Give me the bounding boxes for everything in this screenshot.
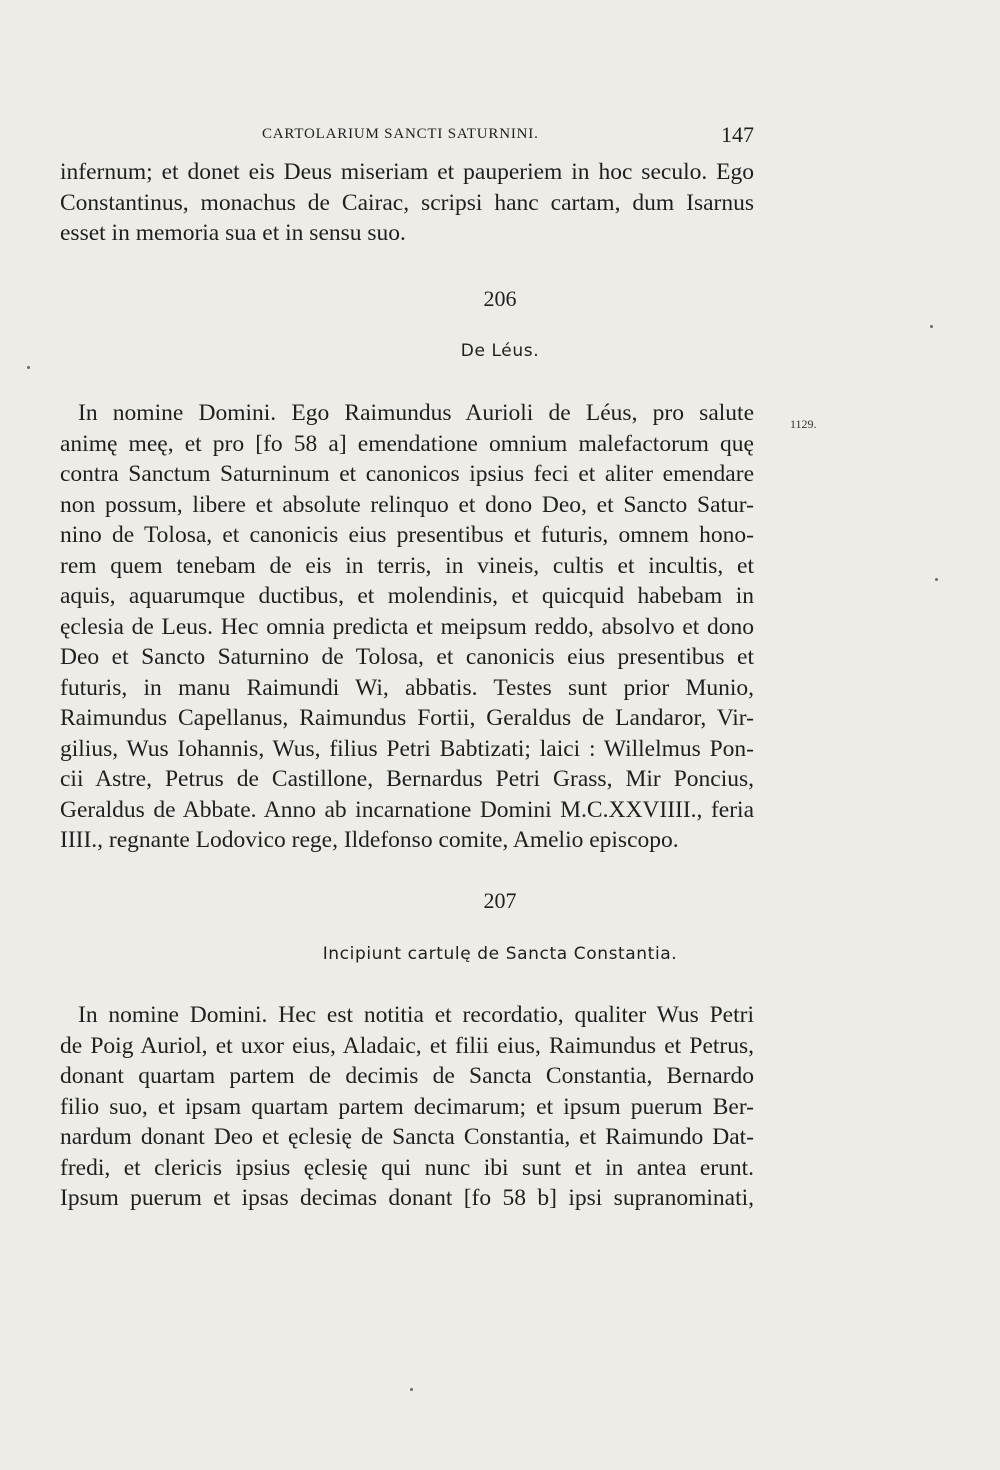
charter-title-207: Incipiunt cartulę de Sancta Constantia.	[322, 944, 678, 964]
charter-number-207: 207	[483, 888, 517, 913]
text-line: esset in memoria sua et in sensu suo.	[60, 220, 406, 246]
page-number: 147	[721, 122, 754, 147]
text-line: de Poig Auriol, et uxor eius, Aladaic, et filii eius, Raimundus et Petrus,	[60, 1032, 754, 1059]
text-line: nardum donant Deo et ęclesię de Sancta Constantia, et Raimundo Dat-	[60, 1124, 754, 1150]
text-line: aquis, aquarumque ductibus, et molendinis, et quicquid habebam in	[60, 583, 754, 609]
text-line: cii Astre, Petrus de Castillone, Bernardus Petri Grass, Mir Poncius,	[60, 766, 754, 792]
text-line: contra Sanctum Saturninum et canonicos ipsius feci et aliter emendare	[60, 461, 754, 487]
text-line: futuris, in manu Raimundi Wi, abbatis. Testes sunt prior Munio,	[60, 674, 754, 701]
text-line: In nomine Domini. Hec est notitia et recordatio, qualiter Wus Petri	[78, 1002, 754, 1028]
text-line: Constantinus, monachus de Cairac, scripsi hanc cartam, dum Isarnus	[60, 189, 754, 216]
text-line: donant quartam partem de decimis de Sancta Constantia, Bernardo	[60, 1063, 754, 1089]
text-line: non possum, libere et absolute relinquo et dono Deo, et Sancto Satur-	[60, 491, 754, 518]
text-line: gilius, Wus Iohannis, Wus, filius Petri Babtizati; laici : Willelmus Pon-	[60, 735, 754, 762]
text-line: ęclesia de Leus. Hec omnia predicta et meipsum reddo, absolvo et dono	[60, 613, 754, 640]
print-speck	[410, 1388, 413, 1391]
text-line: Raimundus Capellanus, Raimundus Fortii, Geraldus de Landaror, Vir-	[60, 705, 754, 731]
margin-date: 1129.	[790, 417, 817, 431]
charter-207-text	[60, 1000, 754, 1214]
text-line: In nomine Domini. Ego Raimundus Aurioli de Léus, pro salute	[78, 400, 754, 426]
text-line: infernum; et donet eis Deus miseriam et pauperiem in hoc seculo. Ego	[60, 159, 754, 185]
text-line: Deo et Sancto Saturnino de Tolosa, et canonicis eius presentibus et	[60, 644, 754, 670]
charter-title-206: De Léus.	[460, 341, 540, 361]
print-speck	[27, 366, 30, 369]
print-speck	[930, 325, 933, 328]
charter-206-text	[60, 398, 754, 856]
text-line: nino de Tolosa, et canonicis eius presentibus et futuris, omnem hono-	[60, 522, 754, 548]
text-line: Ipsum puerum et ipsas decimas donant [fo 58 b] ipsi supranominati,	[60, 1185, 754, 1211]
text-line: animę meę, et pro [fo 58 a] emendatione omnium malefactorum quę	[60, 430, 754, 457]
text-line: IIII., regnante Lodovico rege, Ildefonso comite, Amelio episcopo.	[60, 827, 679, 853]
running-head	[262, 122, 754, 150]
text-line: fredi, et clericis ipsius ęclesię qui nunc ibi sunt et in antea erunt.	[60, 1154, 754, 1181]
intro-paragraph	[60, 157, 754, 249]
charter-number-206: 206	[483, 286, 517, 311]
text-line: filio suo, et ipsam quartam partem decimarum; et ipsum puerum Ber-	[60, 1093, 754, 1120]
text-line: rem quem tenebam de eis in terris, in vineis, cultis et incultis, et	[60, 552, 754, 579]
text-line: Geraldus de Abbate. Anno ab incarnatione Domini M.C.XXVIIII., feria	[60, 796, 754, 823]
running-head-title: CARTOLARIUM SANCTI SATURNINI.	[262, 126, 539, 142]
print-speck	[935, 578, 938, 581]
